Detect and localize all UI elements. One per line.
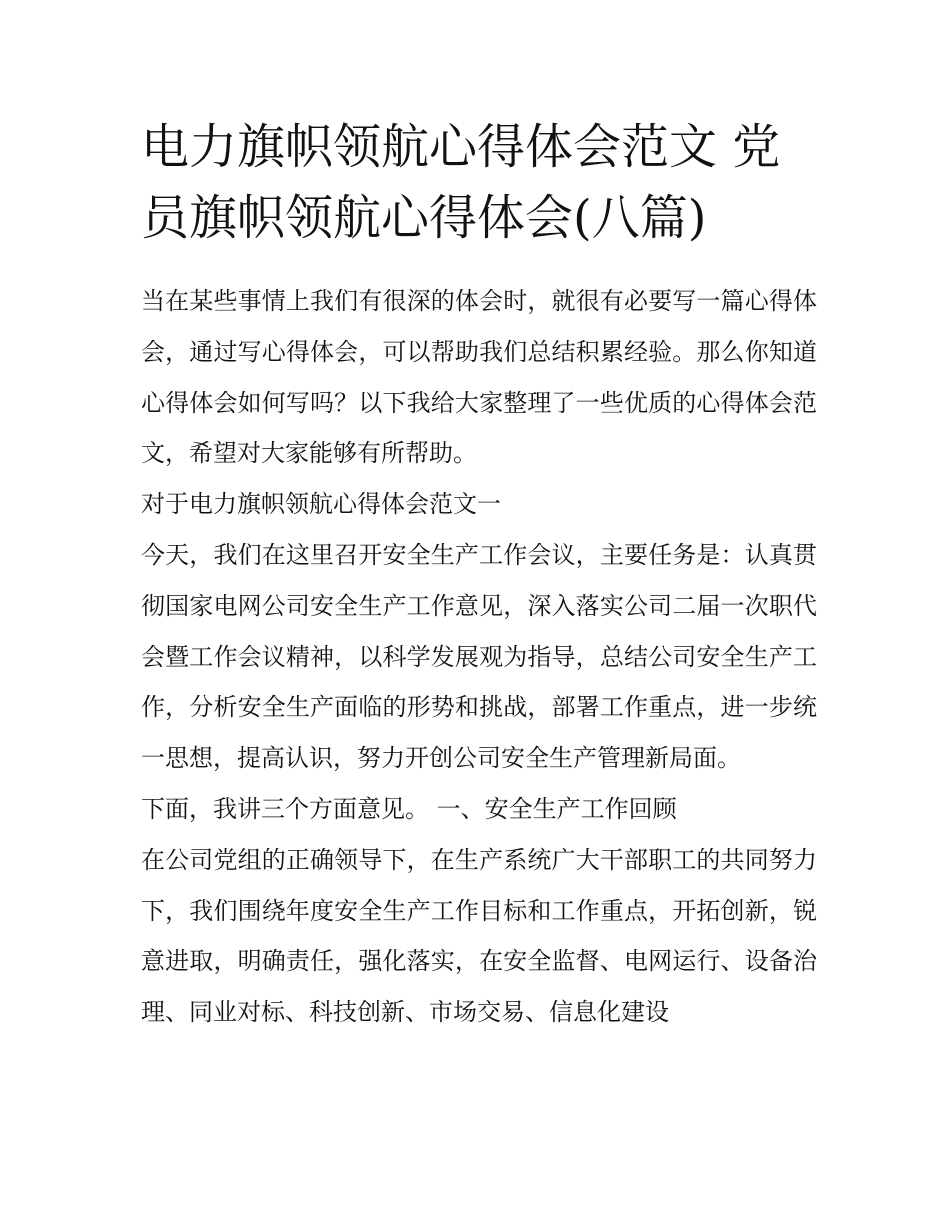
body-paragraph-2: 下面，我讲三个方面意见。 一、安全生产工作回顾 — [141, 794, 677, 823]
document-title: 电力旗帜领航心得体会范文 党员旗帜领航心得体会(八篇) — [141, 119, 781, 246]
intro-paragraph: 当在某些事情上我们有很深的体会时，就很有必要写一篇心得体会，通过写心得体会，可以帮助我们总结积累经验。那么你知道心得体会如何写吗？以下我给大家整理了一些优质的心得体会范文，希望对大家能够有所帮助。 — [141, 287, 817, 468]
document-body — [141, 276, 817, 1038]
body-paragraph-3: 在公司党组的正确领导下，在生产系统广大干部职工的共同努力下，我们围绕年度安全生产工作目标和工作重点，开拓创新，锐意进取，明确责任，强化落实，在安全监督、电网运行、设备治理、同业对标、科技创新、市场交易、信息化建设 — [141, 845, 817, 1027]
body-paragraph-1: 今天，我们在这里召开安全生产工作会议，主要任务是：认真贯彻国家电网公司安全生产工作意见，深入落实公司二届一次职代会暨工作会议精神，以科学发展观为指导，总结公司安全生产工作，分析安全生产面临的形势和挑战，部署工作重点，进一步统一思想，提高认识，努力开创公司安全生产管理新局面。 — [141, 540, 817, 773]
section-heading: 对于电力旗帜领航心得体会范文一 — [141, 490, 501, 519]
